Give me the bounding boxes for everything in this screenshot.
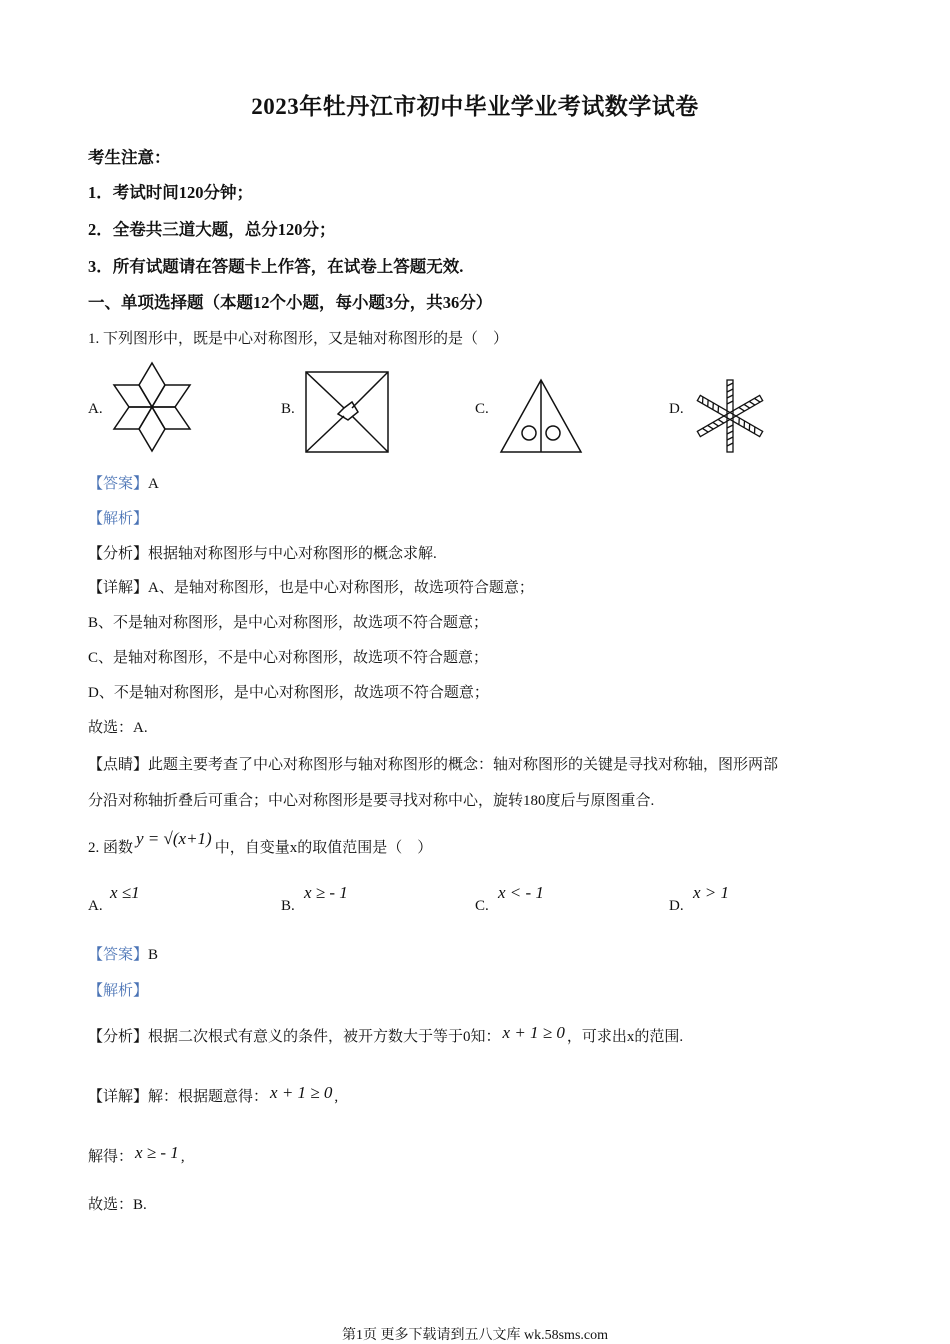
- answer-value: B: [148, 947, 159, 963]
- q1-figure-d-pinwheel: [694, 378, 766, 454]
- dianjing-text: 此题主要考查了中心对称图形与轴对称图形的概念：轴对称图形的关键是寻找对称轴，图形两部: [148, 757, 779, 773]
- q1-xiangjie: [88, 578, 534, 598]
- q2-option-d-math: x > 1: [693, 883, 730, 902]
- xiangjie-math: x + 1 ≥ 0: [270, 1083, 333, 1102]
- section-heading: 一、单项选择题（本题12个小题，每小题3分，共36分）: [88, 293, 493, 312]
- q1-answer: [88, 474, 159, 494]
- fenxi-post: ，可求出x的范围.: [566, 1029, 684, 1045]
- answer-tag: 【答案】: [88, 476, 149, 492]
- q1-line-c: C、是轴对称图形，不是中心对称图形，故选项不符合题意；: [88, 650, 489, 666]
- xiangjie-post: ,: [334, 1089, 339, 1105]
- q2-option-a-label: A.: [88, 898, 103, 914]
- q1-fenxi: [88, 544, 437, 564]
- q1-line-d: D、不是轴对称图形，是中心对称图形，故选项不符合题意；: [88, 685, 489, 701]
- fenxi-tag: 【分析】: [88, 1029, 149, 1045]
- q2-option-a-math: x ≤1: [110, 883, 140, 902]
- q1-figure-a-star: [110, 360, 194, 454]
- q2-stem-pre: 2. 函数: [88, 840, 134, 856]
- q2-analysis-tag: 【解析】: [88, 983, 149, 999]
- notice-heading: 考生注意：: [88, 148, 171, 167]
- jiede-pre: 解得：: [88, 1149, 134, 1165]
- q1-choose: 故选：A.: [88, 720, 148, 736]
- xiangjie-tag: 【详解】: [88, 1089, 149, 1105]
- xiangjie-text: A、是轴对称图形，也是中心对称图形，故选项符合题意；: [148, 580, 534, 596]
- dianjing-tag: 【点睛】: [88, 757, 149, 773]
- q1-option-a-label: A.: [88, 401, 103, 417]
- q1-analysis-tag: 【解析】: [88, 511, 149, 527]
- q2-fenxi: [88, 1022, 683, 1051]
- fenxi-tag: 【分析】: [88, 546, 149, 562]
- q2-stem-post: 中，自变量x的取值范围是（ ）: [214, 840, 433, 856]
- q2-choose: 故选：B.: [88, 1197, 147, 1213]
- q2-answer: [88, 945, 158, 965]
- q2-option-c-label: C.: [475, 898, 489, 914]
- q1-option-d-label: D.: [669, 401, 684, 417]
- q2-jiede: [88, 1142, 185, 1171]
- fenxi-pre: 根据二次根式有意义的条件，被开方数大于等于0知：: [148, 1029, 501, 1045]
- jiede-math: x ≥ - 1: [135, 1143, 179, 1162]
- q1-stem: 1. 下列图形中，既是中心对称图形，又是轴对称图形的是（ ）: [88, 331, 509, 347]
- xiangjie-tag: 【详解】: [88, 580, 149, 596]
- q1-figure-c-triangle: [499, 378, 585, 454]
- q2-stem: [88, 829, 433, 863]
- notice-item-1: 1．考试时间120分钟；: [88, 183, 253, 202]
- fenxi-math: x + 1 ≥ 0: [502, 1023, 565, 1042]
- q2-option-b-label: B.: [281, 898, 295, 914]
- q1-figure-b-square: [304, 370, 390, 454]
- fenxi-text: 根据轴对称图形与中心对称图形的概念求解.: [148, 546, 437, 562]
- page-title: 2023年牡丹江市初中毕业学业考试数学试卷: [251, 94, 699, 119]
- jiede-post: ,: [180, 1149, 185, 1165]
- page-footer: 第1页 更多下载请到五八文库 wk.58sms.com: [342, 1328, 608, 1343]
- q2-option-b-math: x ≥ - 1: [304, 883, 348, 902]
- notice-item-2: 2．全卷共三道大题，总分120分；: [88, 220, 336, 239]
- q1-line-b: B、不是轴对称图形，是中心对称图形，故选项不符合题意；: [88, 615, 489, 631]
- q2-xiangjie: [88, 1082, 338, 1111]
- q2-option-d-label: D.: [669, 898, 684, 914]
- q1-dianjing-2: 分沿对称轴折叠后可重合；中心对称图形是要寻找对称中心，旋转180度后与原图重合.: [88, 793, 655, 809]
- q1-option-c-label: C.: [475, 401, 489, 417]
- answer-value: A: [148, 476, 159, 492]
- notice-item-3: 3．所有试题请在答题卡上作答，在试卷上答题无效.: [88, 257, 464, 276]
- q2-formula: y = √(x+1): [136, 829, 212, 848]
- q1-dianjing: [88, 755, 778, 775]
- answer-tag: 【答案】: [88, 947, 149, 963]
- q2-option-c-math: x < - 1: [498, 883, 544, 902]
- xiangjie-pre: 解：根据题意得：: [148, 1089, 269, 1105]
- q1-option-b-label: B.: [281, 401, 295, 417]
